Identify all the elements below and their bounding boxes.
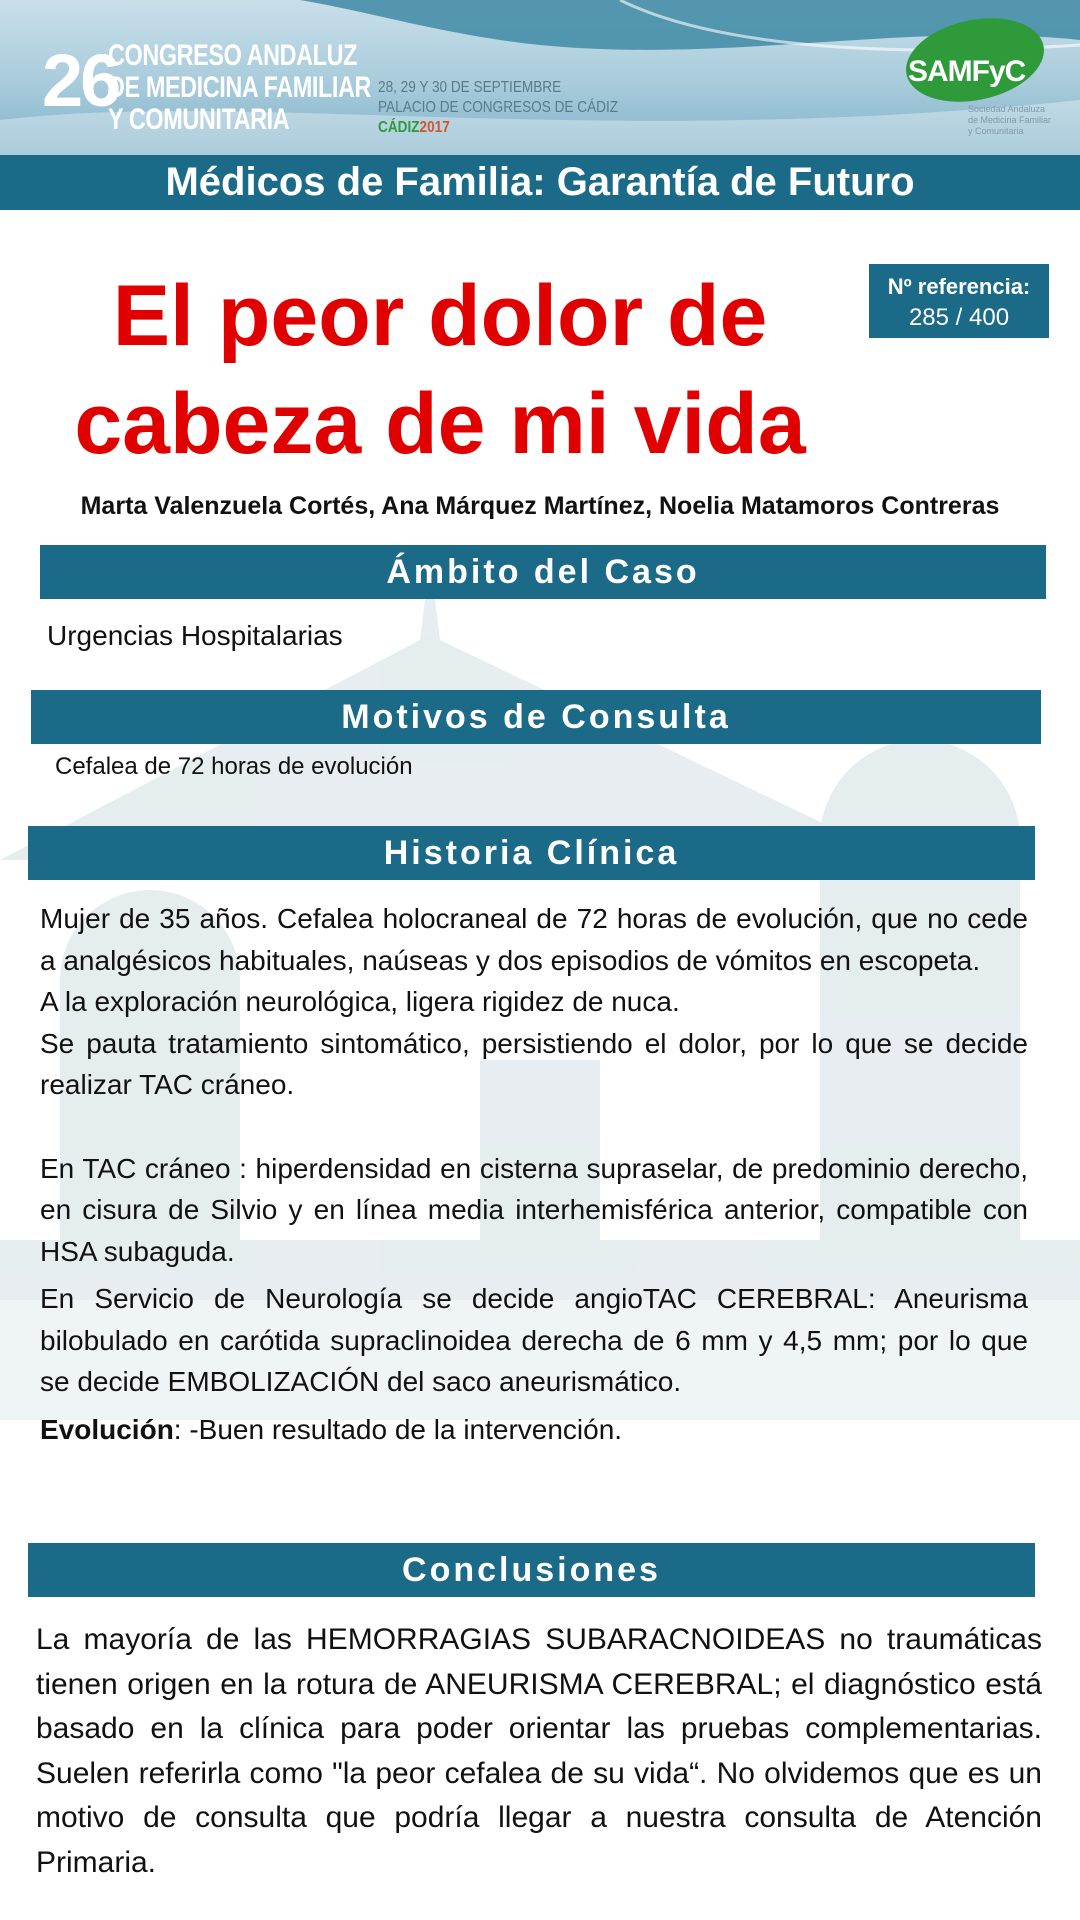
evolution-label: Evolución [40,1413,174,1445]
section-heading-motivos: Motivos de Consulta [31,690,1041,744]
historia-body [40,898,1028,1450]
section-heading-ambito: Ámbito del Caso [40,545,1046,599]
congress-dates: 28, 29 Y 30 DE SEPTIEMBRE [378,79,562,96]
congress-number: 26 [42,39,119,122]
congress-tagline: Médicos de Familia: Garantía de Futuro [0,155,1080,210]
congress-line-1: CONGRESO ANDALUZ [108,39,357,72]
congress-info [378,78,660,138]
samfyc-logo-subtitle [968,104,1051,137]
poster-title: El peor dolor de cabeza de mi vida [74,268,806,472]
historia-paragraph: En Servicio de Neurología se decide angioTAC CEREBRAL: Aneurisma bilobulado en carótida supraclinoidea derecha de 6 mm y 4,5 mm; por lo que se decide EMBOLIZACIÓN del saco aneurismático. [40,1283,1028,1397]
historia-paragraph: Se pauta tratamiento sintomático, persistiendo el dolor, por lo que se decide realizar TAC cráneo. [40,1027,1028,1100]
authors: Marta Valenzuela Cortés, Ana Márquez Martínez, Noelia Matamoros Contreras [80,492,1000,520]
historia-paragraph: A la exploración neurológica, ligera rigidez de nuca. [40,986,680,1017]
congress-venue: PALACIO DE CONGRESOS DE CÁDIZ [378,99,619,116]
congress-header [0,0,1080,155]
section-heading-historia: Historia Clínica [28,826,1035,880]
conclusiones-text: La mayoría de las HEMORRAGIAS SUBARACNOIDEAS no traumáticas tienen origen en la rotura de ANEURISMA CEREBRAL; el diagnóstico está basado en la clínica para poder orientar las pruebas complementarias. Suelen referirla como "la peor cefalea de su vida“. No olvidemos que es un motivo de consulta que podría llegar a nuestra consulta de Atención Primaria. [36,1623,1042,1879]
historia-paragraph: Mujer de 35 años. Cefalea holocraneal de 72 horas de evolución, que no cede a analgésicos habituales, naúseas y dos episodios de vómitos en escopeta. [40,903,1028,976]
historia-paragraph: En TAC cráneo : hiperdensidad en cisterna supraselar, de predominio derecho, en cisura de Silvio y en línea media interhemisférica anterior, compatible con HSA subaguda. [40,1152,1028,1267]
congress-city: CÁDIZ [378,119,420,136]
reference-value: 285 / 400 [908,304,1010,331]
logo-subtitle-line: Sociedad Andaluza [968,104,1046,114]
ambito-text: Urgencias Hospitalarias [47,620,343,651]
congress-year: 2017 [419,119,450,136]
motivos-text: Cefalea de 72 horas de evolución [55,753,413,780]
congress-city-year [378,118,618,138]
logo-subtitle-line: y Comunitaria [968,126,1024,136]
samfyc-logo-text: SAMFyC [908,55,1026,88]
congress-line-3: Y COMUNITARIA [108,103,290,136]
logo-subtitle-line: de Medicina Familiar [968,115,1052,125]
evolution-line [40,1409,1028,1451]
reference-label: Nº referencia: [887,274,1031,299]
reference-box [869,264,1049,338]
section-heading-conclusiones: Conclusiones [28,1543,1035,1597]
evolution-text: : -Buen resultado de la intervención. [173,1413,623,1445]
congress-line-2: DE MEDICINA FAMILIAR [108,71,372,104]
